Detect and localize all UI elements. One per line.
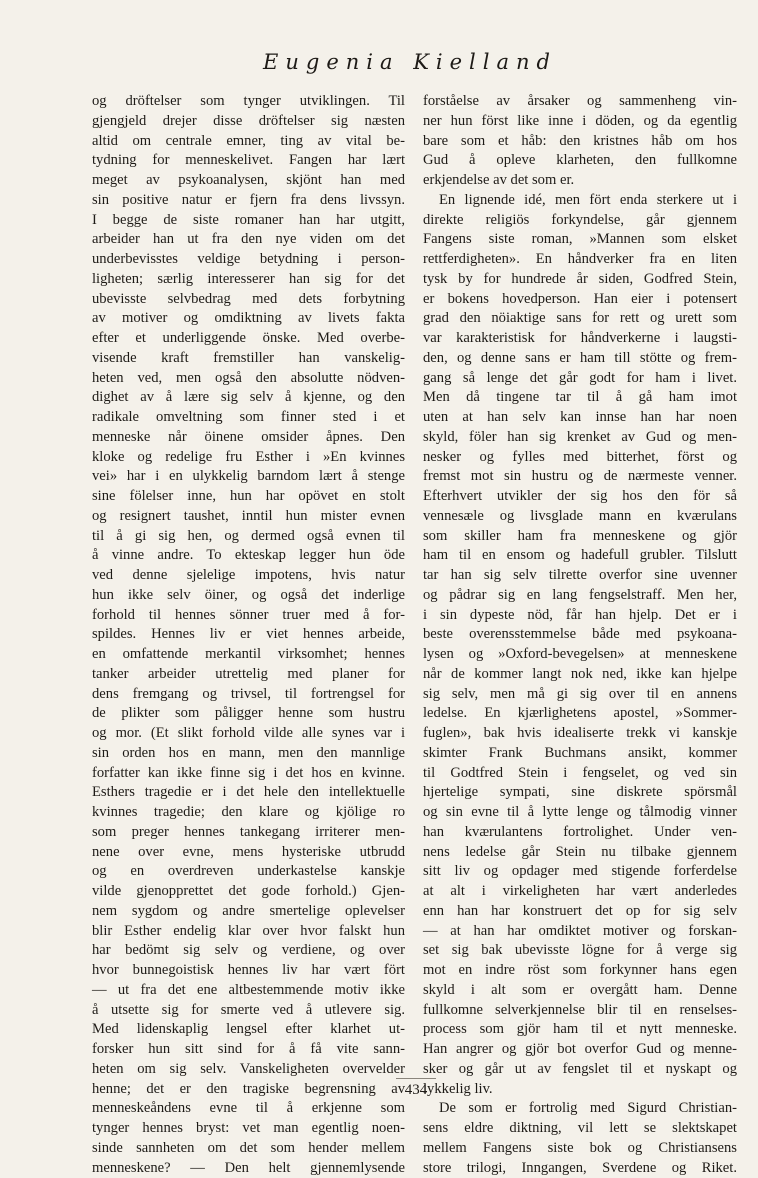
text-line: skyld i alt som er overgått ham. Denne bbox=[423, 981, 737, 998]
text-line: dens fremgang og trivsel, til fortrengsel for bbox=[92, 685, 405, 702]
text-line: heten om sig selv. Vanskeligheten overvelder bbox=[92, 1060, 405, 1077]
text-line: skimter Frank Buchmans ansikt, kommer bbox=[423, 744, 737, 761]
text-line: tynger hennes bryst: vet man egentlig noen- bbox=[92, 1120, 405, 1136]
text-line: å vinne andre. To ekteskap legger hun öde bbox=[92, 547, 405, 564]
text-line: store trilogi, Inngangen, Sverdene og Riket. bbox=[423, 1159, 737, 1176]
text-line: at alt i virkeligheten har vært anderledes bbox=[423, 883, 737, 899]
text-line: tysk by for hundrede år siden, Godfred Stein, bbox=[423, 270, 737, 287]
text-line: radikale omveltning som finner sted i et bbox=[92, 409, 405, 425]
text-line: skyld, föler han sig krenket av Gud og men- bbox=[423, 428, 737, 445]
text-line: å utsette sig for smerte ved å utlevere sig. bbox=[92, 1001, 405, 1018]
text-line: og pådrar sig en lang fengselstraff. Men her, bbox=[423, 586, 737, 603]
text-line: når de kommer langt nok ned, ikke kan hjelpe bbox=[423, 665, 737, 682]
text-line: sine fölelser inne, hun har opövet en stolt bbox=[92, 488, 405, 504]
text-line: og en overdreven underkastelse kanskje bbox=[92, 863, 405, 880]
text-line: ner hun först like inne i döden, og da egentlig bbox=[423, 112, 737, 129]
text-line: vennesæle og livsglade mann en kværulans bbox=[423, 507, 737, 524]
text-line: som skiller ham fra menneskene og gjör bbox=[423, 527, 737, 544]
text-line: forhold til hennes sönner truer med å for- bbox=[92, 606, 405, 623]
text-line: til Godtfred Stein i fengselet, og ved sin bbox=[423, 764, 737, 781]
text-line: fremst mot sin hustru og de nærmeste venner. bbox=[423, 468, 737, 485]
text-line: mellem Fangens siste bok og Christiansens bbox=[423, 1139, 737, 1156]
text-line: menneskene? — Den helt gjennemlysende bbox=[92, 1159, 405, 1176]
text-line: sens eldre diktning, vil lett se slektskapet bbox=[423, 1120, 737, 1136]
text-line: direkte religiös forkyndelse, går gjennem bbox=[423, 211, 737, 228]
text-line: er bokens hovedperson. Han eier i potensert bbox=[423, 290, 737, 307]
text-line: fullkomne selverkjennelse blir til en renselses- bbox=[423, 1001, 737, 1018]
text-line: Efterhvert utvikler der sig hos den för så bbox=[423, 488, 737, 504]
text-line: set sig bak ubevisste lögne for å verge sig bbox=[423, 942, 737, 959]
text-line: fuglen», bak hvis idealiserte trekk vi kanskje bbox=[423, 725, 737, 741]
text-line: menneskeåndens evne til å erkjenne som bbox=[92, 1100, 405, 1117]
text-line: tydning for menneskelivet. Fangen har lært bbox=[92, 152, 405, 169]
text-line: ham til en ensom og hadefull grubler. Tilslutt bbox=[423, 547, 737, 564]
text-line: nesker og fylles med bitterhet, först og bbox=[423, 448, 737, 465]
text-line: Men då tingene tar til å gå ham imot bbox=[423, 389, 737, 406]
text-line: henne; det er den tragiske begrensning av bbox=[92, 1080, 405, 1097]
text-line: hun ikke selv öiner, og også det inderlige bbox=[92, 586, 405, 603]
text-line: de plikter som påligger henne som hustru bbox=[92, 705, 405, 722]
text-line: ledelse. En kjærlighetens apostel, »Sommer- bbox=[423, 705, 737, 722]
text-line: vei» har i en ulykkelig barndom lært å stenge bbox=[92, 468, 405, 485]
text-line: som preger hennes tankegang irriterer men- bbox=[92, 823, 405, 840]
text-line: grad den nöiaktige sans for rett og urett som bbox=[423, 310, 737, 327]
text-line: og dröftelser som tynger utviklingen. Til bbox=[92, 93, 405, 109]
text-line: og resignert taushet, inntil hun mister evnen bbox=[92, 507, 405, 524]
text-line: forfatter kan ikke finne sig i det hos en kvinne. bbox=[92, 764, 405, 781]
text-line: De som er fortrolig med Sigurd Christian- bbox=[439, 1100, 737, 1117]
text-line: kvinnes tragedie; den klare og kjölige ro bbox=[92, 804, 405, 820]
text-line: sin positive natur er fjern fra dens livssyn. bbox=[92, 191, 405, 208]
text-line: Han angrer og gjör bot overfor Gud og menne- bbox=[423, 1041, 737, 1057]
text-line: dighet av å lære sig selv å kjenne, og den bbox=[92, 389, 405, 406]
text-line: vilde gjenopprettet det gode forhold.) Gjen- bbox=[92, 883, 405, 899]
text-line: av motiver og omdiktning av livets fakta bbox=[92, 310, 405, 327]
text-line: tanker arbeider utrettelig med planer for bbox=[92, 665, 405, 682]
text-line: sker og går ut av fengslet til et nyskapt og bbox=[423, 1060, 737, 1077]
text-line: den, og denne sans er ham till stötte og frem- bbox=[423, 349, 737, 366]
text-line: en omfattende merkantil virksomhet; hennes bbox=[92, 646, 405, 662]
text-line: Fangens siste roman, »Mannen som elsket bbox=[423, 231, 737, 248]
text-line: var karakteristisk for håndverkerne i laugsti- bbox=[423, 330, 737, 346]
text-line: — ut fra det ene altbestemmende motiv ikke bbox=[92, 981, 405, 998]
text-line: — at han har omdiktet motiver og forskan- bbox=[423, 922, 737, 939]
text-line: ligheten; særlig interesserer han sig for det bbox=[92, 270, 405, 287]
text-line: nene over evne, mens hysteriske utbrudd bbox=[92, 843, 405, 860]
text-line: i sin dypeste nöd, får han hjelp. Det er i bbox=[423, 606, 737, 623]
text-line: ved denne sjelelige impotens, hvis natur bbox=[92, 567, 405, 583]
text-line: rettferdigheten». En håndverker fra en liten bbox=[423, 251, 737, 267]
text-line: tar han sig selv tilrette overfor sine uvenner bbox=[423, 567, 737, 583]
text-line: efter et underliggende önske. Med overbe- bbox=[92, 330, 405, 346]
text-line: En lignende idé, men fört enda sterkere ut i bbox=[439, 191, 737, 208]
text-line: process som gjör ham til et nytt menneske. bbox=[423, 1021, 737, 1038]
text-line: hvor bunnegoistisk hennes liv har vært fört bbox=[92, 962, 405, 978]
text-line: spildes. Hennes liv er viet hennes arbeide, bbox=[92, 626, 405, 643]
text-line: enn han har konstruert det op for sig selv bbox=[423, 902, 737, 919]
text-line: gjengjeld drejer disse dröftelser sig næsten bbox=[92, 112, 405, 129]
text-line: har bedömt sig selv og verdiene, og over bbox=[92, 942, 405, 959]
text-line: forsker hun sitt sind for å få vite sann- bbox=[92, 1041, 405, 1057]
text-line: lykkelig liv. bbox=[423, 1080, 493, 1097]
text-line: underbevisstes veldige betydning i person- bbox=[92, 251, 405, 267]
text-line: bare som et håb: den kristnes håb om hos bbox=[423, 132, 737, 149]
text-line: ubevisste selvbedrag med dets forbytning bbox=[92, 290, 405, 307]
text-line: altid om centrale emner, ting av vital be- bbox=[92, 132, 405, 149]
text-line: heten ved, men også den absolutte nödven- bbox=[92, 369, 405, 386]
text-line: nens ledelse går Stein nu tilbake gjennem bbox=[423, 843, 737, 860]
text-line: uten at han selv kan innse han har noen bbox=[423, 409, 737, 425]
text-line: arbeider han ut fra den nye viden om det bbox=[92, 231, 405, 248]
page-number: 434 bbox=[404, 1082, 428, 1098]
text-line: Med lidenskaplig lengsel efter klarhet ut- bbox=[92, 1021, 405, 1038]
text-line: lysen og »Oxford-bevegelsen» at menneskene bbox=[423, 646, 737, 662]
text-line: mot en indre röst som forkynner hans egen bbox=[423, 962, 737, 978]
footer-rule bbox=[396, 1078, 436, 1079]
text-line: meget av psykoanalysen, skjönt han med bbox=[92, 172, 405, 188]
right-column bbox=[423, 92, 737, 1178]
text-line: Esthers tragedie er i det hele den intellektuelle bbox=[92, 784, 405, 801]
text-line: og mor. (Et slikt forhold vilde alle synes var i bbox=[92, 725, 405, 741]
text-line: han kværulantens fortrolighet. Under ven- bbox=[423, 823, 737, 840]
text-line: sitt liv og opdager med stigende forferdelse bbox=[423, 863, 737, 880]
text-line: hjertelige sympati, sine diskrete spörsmål bbox=[423, 784, 737, 801]
running-title: Eugenia Kielland bbox=[263, 50, 557, 74]
text-line: forståelse av årsaker og sammenheng vin- bbox=[423, 93, 737, 109]
text-line: sin orden hos en mann, men den mannlige bbox=[92, 744, 405, 761]
text-line: blir Esther endelig klar over hvor falskt hun bbox=[92, 922, 405, 939]
text-line: menneske når öinene omsider åpnes. Den bbox=[92, 428, 405, 445]
text-line: visende kraft fremstiller han vanskelig- bbox=[92, 349, 405, 366]
text-line: nem sygdom og andre smertelige oplevelser bbox=[92, 902, 405, 919]
text-line: erkjendelse av det som er. bbox=[423, 172, 575, 188]
text-line: Gud å opleve klarheten, den fullkomne bbox=[423, 152, 737, 169]
text-line: til å gi sig hen, og dermed også evnen til bbox=[92, 527, 405, 544]
text-line: sig selv, men må gi sig over til en annens bbox=[423, 685, 737, 702]
text-line: gang så lenge det går godt for ham i livet. bbox=[423, 369, 737, 386]
text-line: sinde sannheten om det som hender mellem bbox=[92, 1139, 405, 1156]
left-column bbox=[92, 92, 405, 1178]
text-line: kloke og redelige fru Esther i »En kvinnes bbox=[92, 448, 405, 465]
text-line: beste overensstemmelse både med psykoana- bbox=[423, 626, 737, 643]
text-line: og sin evne til å lytte lenge og tålmodig vinner bbox=[423, 804, 737, 820]
text-line: I begge de siste romaner han har utgitt, bbox=[92, 211, 405, 228]
